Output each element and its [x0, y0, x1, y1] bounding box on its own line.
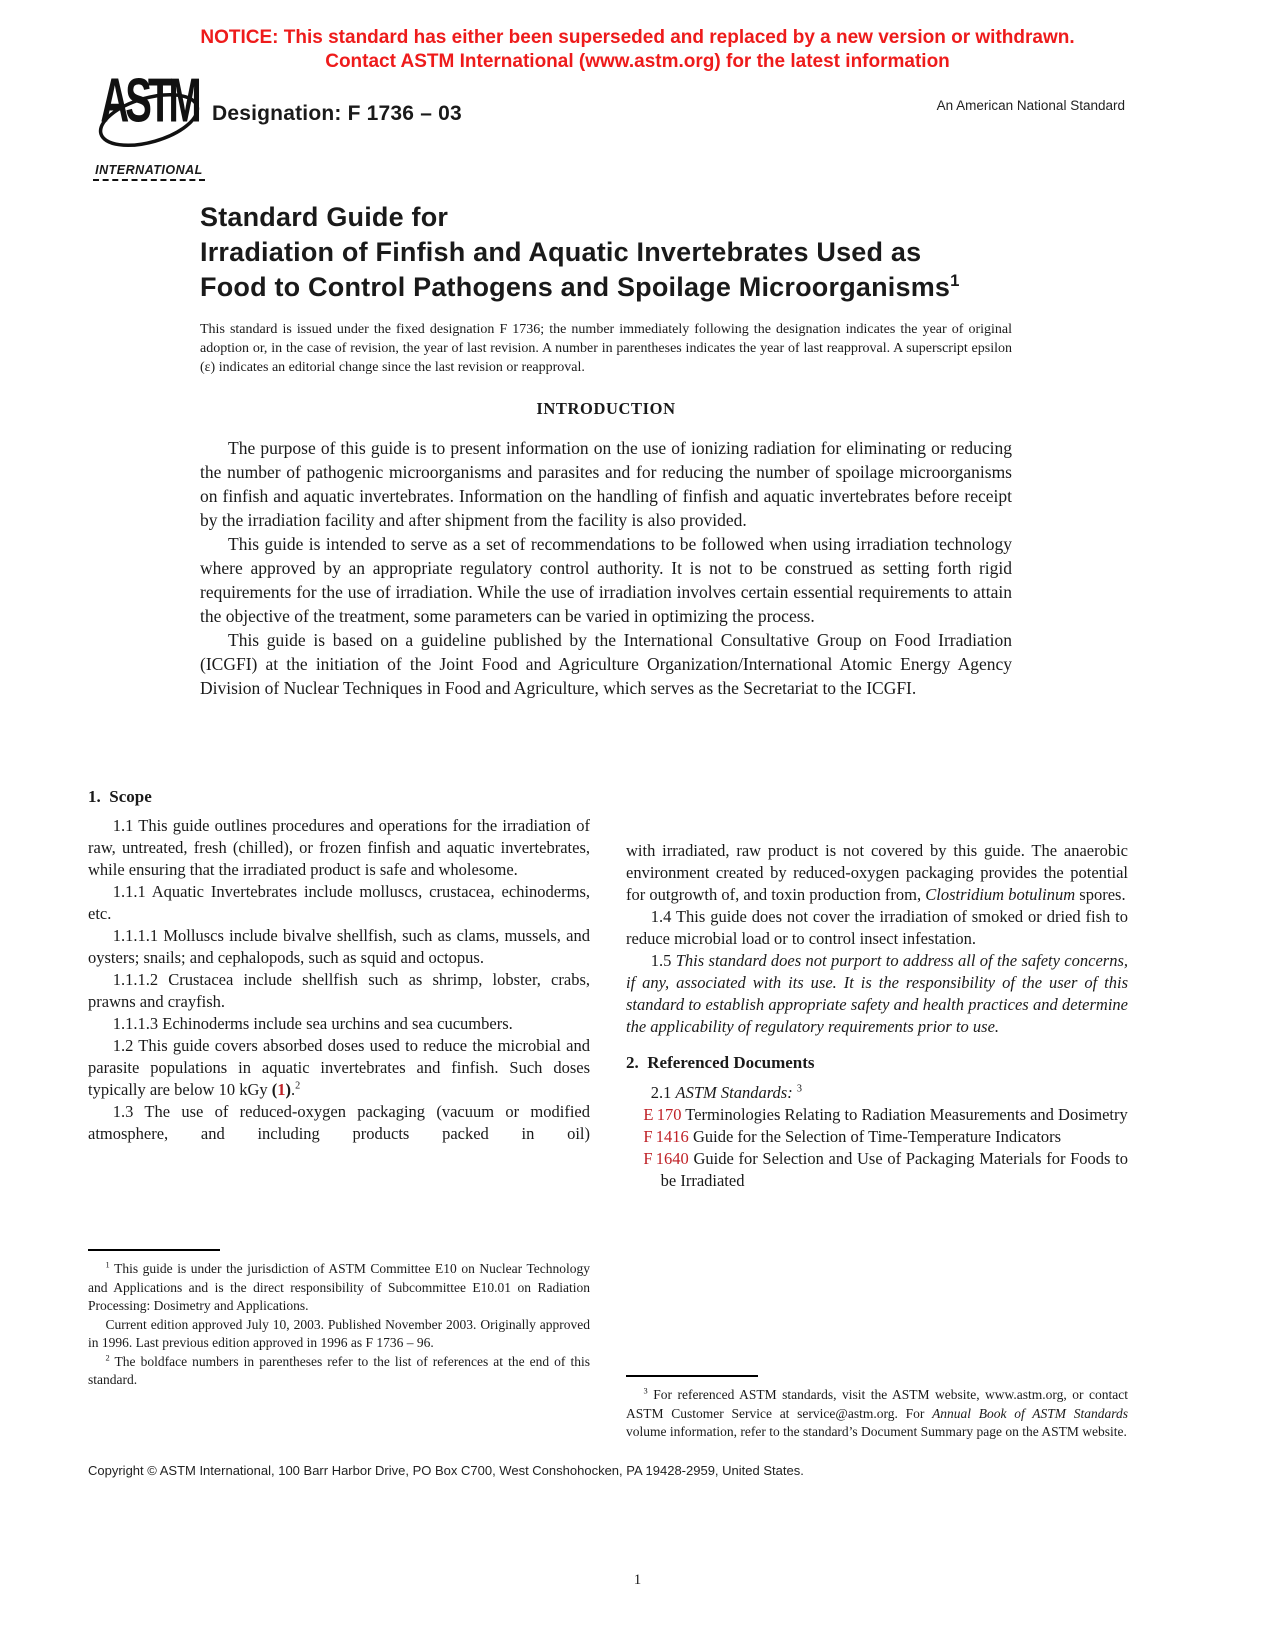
- reference-item-e170: E 170 Terminologies Relating to Radiation Measurements and Dosimetry: [643, 1105, 1128, 1124]
- paragraph-1-3: 1.3 The use of reduced-oxygen packaging (vacuum or modified atmosphere, and including products packed in oil): [88, 1102, 590, 1143]
- notice-line-2: Contact ASTM International (www.astm.org) for the latest information: [325, 51, 950, 72]
- footnote-1-edition: Current edition approved July 10, 2003. Published November 2003. Originally approved in 1996. Last previous edition approved in 1996 as F 1736 – 96.: [88, 1316, 590, 1350]
- intro-paragraph-3: This guide is based on a guideline published by the International Consultative Group on Food Irradiation (ICGFI) at the initiation of the Joint Food and Agriculture Organization/International Atomic Energy Agency Division of Nuclear Techniques in Food and Agriculture, which serves as the Secretariat to the ICGFI.: [200, 630, 1012, 698]
- copyright-line: Copyright © ASTM International, 100 Barr Harbor Drive, PO Box C700, West Conshohocken, PA 19428-2959, United States.: [88, 1463, 804, 1478]
- notice-line-1: NOTICE: This standard has either been superseded and replaced by a new version or withdrawn.: [200, 27, 1075, 48]
- referenced-documents-heading: 2. Referenced Documents: [626, 1053, 815, 1072]
- right-footnotes: [626, 1375, 1128, 1442]
- svg-text:ASTM: ASTM: [100, 78, 198, 136]
- footnote-3: $^3$ For referenced ASTM standards, visit the ASTM website, www.astm.org, or contact ASTM Customer Service at service@astm.org. For Annual Book of ASTM Standards volume information, refer to the standard’s Document Summary page on the ASTM website.: [626, 1386, 1129, 1439]
- paragraph-2-1: 2.1 ASTM Standards: $^3$: [650, 1083, 802, 1102]
- paragraph-1-1-1-1: 1.1.1.1 Molluscs include bivalve shellfish, such as clams, mussels, and oysters; snails; and cephalopods, such as squid and octopus.: [88, 926, 590, 967]
- page-number: 1: [633, 1572, 642, 1588]
- national-standard-note: An American National Standard: [936, 98, 1125, 113]
- astm-globe-icon: [95, 78, 203, 162]
- paragraph-1-1: 1.1 This guide outlines procedures and operations for the irradiation of raw, untreated, fresh (chilled), or frozen finfish and aquatic invertebrates, while ensuring that the irradiated product is safe and wholesome.: [88, 816, 590, 879]
- footnote-1: $^1$ This guide is under the jurisdiction of ASTM Committee E10 on Nuclear Technology and Applications and is the direct responsibility of Subcommittee E10.01 on Radiation Processing: Dosimetry and Applications.: [88, 1260, 590, 1313]
- paragraph-1-4: 1.4 This guide does not cover the irradiation of smoked or dried fish to reduce microbial load or to control insect infestation.: [626, 907, 1128, 948]
- introduction-section: [200, 436, 1012, 700]
- astm-logo-international-label: INTERNATIONAL: [93, 163, 205, 181]
- paragraph-1-1-1-3: 1.1.1.3 Echinoderms include sea urchins and sea cucumbers.: [112, 1014, 513, 1033]
- footnote-rule: [88, 1249, 220, 1251]
- paragraph-1-2: 1.2 This guide covers absorbed doses used to reduce the microbial and parasite populations in aquatic invertebrates and finfish. Such doses typically are below 10 kGy (1).$^2$: [88, 1036, 590, 1099]
- right-column: [626, 786, 1128, 1458]
- introduction-heading: INTRODUCTION: [536, 399, 676, 418]
- two-column-body: [88, 786, 1128, 1458]
- title-line-1: Standard Guide for: [200, 202, 449, 232]
- document-title: [200, 200, 1040, 305]
- title-line-3: Food to Control Pathogens and Spoilage Microorganisms$^1$: [200, 271, 960, 302]
- reference-item-f1640: F 1640 Guide for Selection and Use of Packaging Materials for Foods to be Irradiated: [643, 1149, 1128, 1190]
- scope-heading: 1. Scope: [88, 787, 152, 806]
- notice-banner: [0, 26, 1275, 74]
- paragraph-1-5: 1.5 This standard does not purport to address all of the safety concerns, if any, associated with its use. It is the responsibility of the user of this standard to establish appropriate safety and health practices and determine the applicability of regulatory requirements prior to use.: [626, 951, 1128, 1036]
- astm-logo: [93, 78, 205, 181]
- paragraph-1-3-continued: with irradiated, raw product is not covered by this guide. The anaerobic environment created by reduced-oxygen packaging provides the potential for outgrowth of, and toxin production from, Clostridium botulinum spores.: [626, 841, 1128, 904]
- intro-paragraph-2: This guide is intended to serve as a set of recommendations to be followed when using irradiation technology where approved by an appropriate regulatory control authority. It is not to be construed as setting forth rigid requirements for the use of irradiation. While the use of irradiation involves certain essential requirements to attain the objective of the treatment, some parameters can be varied in optimizing the process.: [200, 534, 1012, 626]
- intro-paragraph-1: The purpose of this guide is to present information on the use of ionizing radiation for eliminating or reducing the number of pathogenic microorganisms and parasites and for reducing the number of spoilage microorganisms on finfish and aquatic invertebrates. Information on the handling of finfish and aquatic invertebrates before receipt by the irradiation facility and after shipment from the facility is also provided.: [200, 438, 1012, 530]
- footnote-2: $^2$ The boldface numbers in parentheses refer to the list of references at the end of this standard.: [88, 1353, 590, 1387]
- reference-item-f1416: F 1416 Guide for the Selection of Time-Temperature Indicators: [643, 1127, 1062, 1146]
- paragraph-1-1-1: 1.1.1 Aquatic Invertebrates include molluscs, crustacea, echinoderms, etc.: [88, 882, 590, 923]
- issue-statement: This standard is issued under the fixed designation F 1736; the number immediately following the designation indicates the year of original adoption or, in the case of revision, the year of last revision. A number in parentheses indicates the year of last reapproval. A superscript epsilon (ε) indicates an editorial change since the last revision or reapproval.: [200, 322, 1012, 375]
- left-column: [88, 786, 590, 1458]
- paragraph-1-1-1-2: 1.1.1.2 Crustacea include shellfish such as shrimp, lobster, crabs, prawns and crayfish.: [88, 970, 590, 1011]
- title-line-2: Irradiation of Finfish and Aquatic Invertebrates Used as: [200, 237, 922, 267]
- designation-label: Designation: F 1736 – 03: [212, 102, 462, 125]
- left-footnotes: [88, 1249, 590, 1390]
- footnote-rule: [626, 1375, 758, 1377]
